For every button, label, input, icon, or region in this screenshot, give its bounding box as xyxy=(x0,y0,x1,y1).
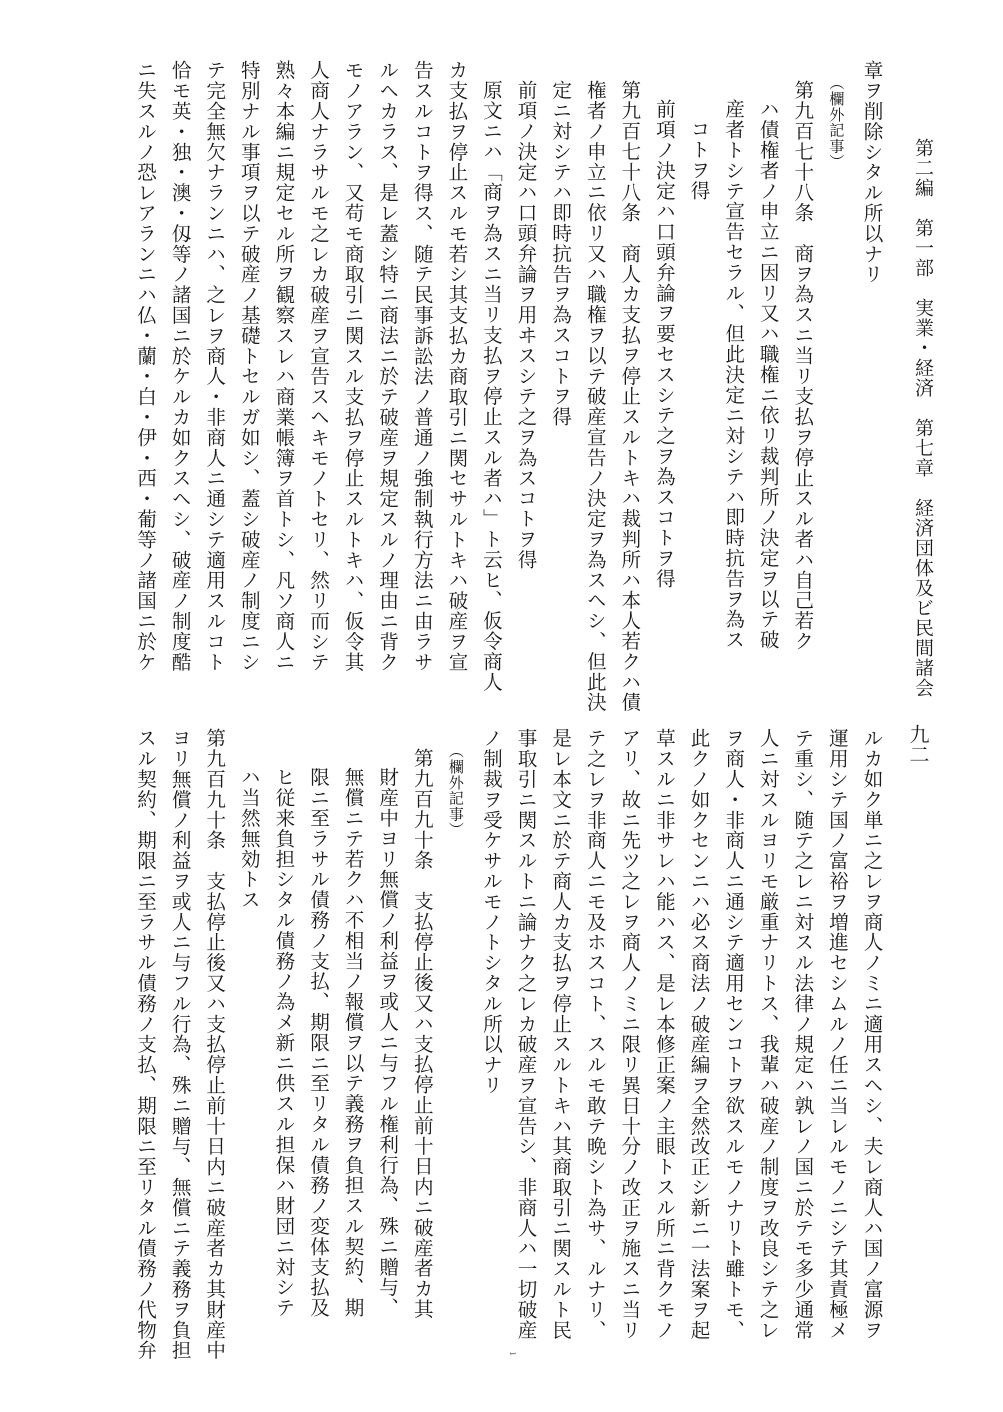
text-line: 原文ニハ「商ヲ為スニ当リ支払ヲ停止スル者ハ」ト云ヒ、仮令商人 xyxy=(479,79,503,692)
text-line: 財産中ヨリ無償ノ利益ヲ或人ニ与フル権利行為、殊ニ贈与、 xyxy=(375,767,399,1318)
text-line: スル契約、期限ニ至ラサル債務ノ支払、期限ニ至リタル債務ノ代物弁 xyxy=(133,728,157,1361)
bottom-text-block xyxy=(62,728,888,1361)
text-line: 運用シテ国ノ富裕ヲ増進セシムルノ任ニ当レルモノニシテ其責極メ xyxy=(825,728,849,1340)
text-line: 人商人ナラサルモ之レカ破産ヲ宣告スヘキモノトセリ、然リ而シテ xyxy=(306,60,330,672)
text-line: ルヘカラス、是レ蓋シ特ニ商法ニ於テ破産ヲ規定スルノ理由ニ背ク xyxy=(375,60,399,672)
text-line: 限ニ至ラサル債務ノ支払、期限ニ至リタル債務ノ変体支払及 xyxy=(306,767,330,1318)
text-line: 定ニ対シテハ即時抗告ヲ為スコトヲ得 xyxy=(548,79,572,427)
text-line: ニ失スルノ恐レアランニハ仏・蘭・白・伊・西・葡等ノ諸国ニ於ケ xyxy=(133,60,157,672)
text-line: ハ債権者ノ申立ニ因リ又ハ職権ニ依リ裁判所ノ決定ヲ以テ破 xyxy=(756,99,780,650)
text-line: ハ当然無効トス xyxy=(237,767,261,910)
text-line: 人ニ対スルヨリモ厳重ナリトス、我輩ハ破産ノ制度ヲ改良シテ之レ xyxy=(756,728,780,1340)
text-line: 第九百九十条 支払停止後又ハ支払停止前十日内ニ破産者カ其財産中 xyxy=(202,728,226,1361)
text-line: テ之レヲ非商人ニモ及ホスコト、スルモ敢テ晩シト為サ、ルナリ、 xyxy=(583,728,607,1340)
text-line: 恰モ英・独・澳・仭等ノ諸国ニ於ケルカ如クスヘシ、破産ノ制度酷 xyxy=(168,60,192,672)
text-line: ルカ如ク単ニ之レヲ商人ノミニ適用スヘシ、夫レ商人ハ国ノ富源ヲ xyxy=(860,728,883,1340)
text-line: アリ、故ニ先ツ之レヲ商人ノミニ限リ異日十分ノ改正ヲ施スニ当リ xyxy=(617,728,641,1340)
text-line: 章ヲ削除シタル所以ナリ xyxy=(860,60,883,285)
text-line: 第九百七十八条 商ヲ為スニ当リ支払ヲ停止スル者ハ自己若ク xyxy=(790,79,814,651)
text-line: 無償ニテ若クハ不相当ノ報償ヲ以テ義務ヲ負担スル契約、期 xyxy=(341,767,365,1318)
text-line: 権者ノ申立ニ依リ又ハ職権ヲ以テ破産宣告ノ決定ヲ為スヘシ、但此決 xyxy=(583,79,607,712)
text-line: モノアラン、又苟モ商取引ニ関スル支払ヲ停止スルトキハ、仮令其 xyxy=(341,60,365,672)
text-line: テ完全無欠ナランニハ、之レヲ商人・非商人ニ通シテ適用スルコト xyxy=(202,60,226,672)
text-line: 此クノ如クセンニハ必ス商法ノ破産編ヲ全然改正シ新ニ一法案ヲ起 xyxy=(687,728,711,1340)
top-text-block xyxy=(62,60,888,712)
text-line: ノ制裁ヲ受ケサルモノトシタル所以ナリ xyxy=(479,728,503,1096)
text-line: ヒ従来負担シタル債務ノ為メ新ニ供スル担保ハ財団ニ対シテ xyxy=(271,767,295,1318)
text-line: 是レ本文ニ於テ商人カ支払ヲ停止スルトキハ其商取引ニ関スルト民 xyxy=(548,728,572,1340)
text-line: 事取引ニ関スルトニ論ナク之レカ破産ヲ宣告シ、非商人ハ一切破産 xyxy=(514,728,538,1340)
margin-note-label: （欄外記事） xyxy=(827,75,846,170)
text-line: ヲ商人・非商人ニ通シテ適用センコトヲ欲スルモノナリト雖トモ、 xyxy=(721,728,745,1340)
text-line: 前項ノ決定ハ口頭弁論ヲ要セスシテ之ヲ為スコトヲ得 xyxy=(652,99,676,589)
text-line: 第九百九十条 支払停止後又ハ支払停止前十日内ニ破産者カ其 xyxy=(410,747,434,1319)
text-line: コトヲ得 xyxy=(687,118,711,201)
text-line: ヨリ無償ノ利益ヲ或人ニ与フル行為、殊ニ贈与、無償ニテ義務ヲ負担 xyxy=(168,728,192,1361)
text-line: 産者トシテ宣告セラル、但此決定ニ対シテハ即時抗告ヲ為ス xyxy=(721,99,745,650)
text-line: 第九百七十八条 商人カ支払ヲ停止スルトキハ裁判所ハ本人若クハ債 xyxy=(617,79,641,712)
text-line: 特別ナル事項ヲ以テ破産ノ基礎トセルガ如シ、蓋シ破産ノ制度ニシ xyxy=(237,60,261,672)
margin-note-label: （欄外記事） xyxy=(446,743,465,838)
running-head: 第二編 第一部 実業・経済 第七章 経済団体及ビ民間諸会 xyxy=(912,138,934,698)
text-line: 草スルニ非サレハ能ハス、是レ本修正案ノ主眼トスル所ニ背クモノ xyxy=(652,728,676,1340)
text-line: テ重シ、随テ之レニ対スル法律ノ規定ハ孰レノ国ニ於テモ多少通常 xyxy=(790,728,814,1340)
page-number: 九二 xyxy=(906,724,930,764)
footer-mark: ı xyxy=(507,1352,518,1356)
text-line: 熟々本編ニ規定セル所ヲ観察スレハ商業帳簿ヲ首トシ、凡ソ商人ニ xyxy=(271,60,295,672)
text-line: 告スルコトヲ得ス、随テ民事訴訟法ノ普通ノ強制執行方法ニ由ラサ xyxy=(410,60,434,672)
text-line: カ支払ヲ停止スルモ若シ其支払カ商取引ニ関セサルトキハ破産ヲ宣 xyxy=(444,60,468,672)
text-line: 前項ノ決定ハ口頭弁論ヲ用ヰスシテ之ヲ為スコトヲ得 xyxy=(514,79,538,570)
